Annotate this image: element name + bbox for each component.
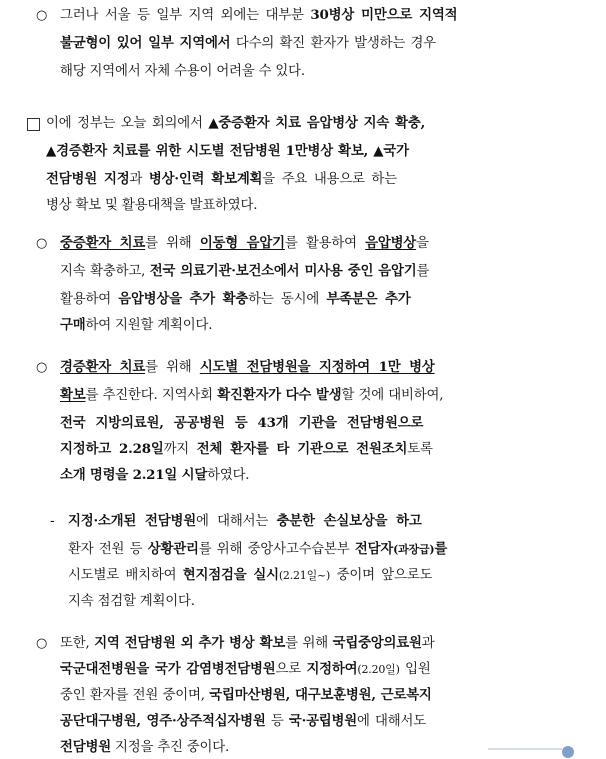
p6-line-2: 국군대전병원을 국가 감염병전담병원으로 지정하여(2.20일) 입원 — [60, 661, 431, 677]
p6-line-1: 또한, 지역 전담병원 외 추가 병상 확보를 위해 국립중앙의료원과 — [60, 635, 435, 651]
p6-line-5: 전담병원 지정을 추진 중이다. — [60, 739, 230, 755]
p2-line-1: 이에 정부는 오늘 회의에서 ▲중증환자 치료 음압병상 지속 확충, — [46, 115, 426, 131]
p6-line-3: 중인 환자를 전원 중이며, 국립마산병원, 대구보훈병원, 근로복지 — [60, 687, 432, 703]
p4-line-5: 소개 명령을 2.21일 시달하였다. — [60, 467, 250, 483]
p5-line-2: 환자 전원 등 상황관리를 위해 중앙사고수습본부 전담자(과장급)를 — [68, 541, 448, 557]
p2-line-2: ▲경증환자 치료를 위한 시도별 전담병원 1만병상 확보, ▲국가 — [46, 143, 409, 159]
p3-line-3: 활용하여 음압병상을 추가 확충하는 동시에 부족분은 추가 — [60, 291, 411, 307]
p1-line-1: 그러나 서울 등 일부 지역 외에는 대부분 30병상 미만으로 지역적 — [60, 7, 458, 23]
p3-line-2: 지속 확충하고, 전국 의료기관·보건소에서 미사용 중인 음압기를 — [60, 263, 430, 279]
p5-line-3: 시도별로 배치하여 현지점검을 실시(2.21일~) 중이며 앞으로도 — [68, 567, 433, 583]
p1-line-2: 불균형이 있어 일부 지역에서 다수의 확진 환자가 발생하는 경우 — [60, 35, 436, 51]
p4-line-2: 확보를 추진한다. 지역사회 확진환자가 다수 발생할 것에 대비하여, — [60, 387, 444, 403]
p4-line-3: 전국 지방의료원, 공공병원 등 43개 기관을 전담병원으로 — [60, 415, 424, 431]
p2-line-4: 병상 확보 및 활용대책을 발표하였다. — [46, 198, 258, 213]
p5-line-1: 지정·소개된 전담병원에 대해서는 충분한 손실보상을 하고 — [68, 513, 422, 529]
dash-bullet: - — [50, 514, 55, 529]
p4-line-4: 지정하고 2.28일까지 전체 환자를 타 기관으로 전원조치토록 — [60, 441, 433, 457]
square-bullet — [27, 118, 40, 131]
circle-bullet: ○ — [36, 8, 48, 23]
p6-line-4: 공단대구병원, 영주·상주적십자병원 등 국·공립병원에 대해서도 — [60, 713, 426, 729]
p4-line-1: 경증환자 치료를 위해 시도별 전담병원을 지정하여 1만 병상 — [60, 359, 435, 375]
circle-bullet: ○ — [36, 636, 48, 651]
circle-bullet: ○ — [36, 236, 48, 251]
p5-line-4: 지속 점검할 계획이다. — [68, 594, 195, 609]
p3-line-1: 중증환자 치료를 위해 이동형 음압기를 활용하여 음압병상을 — [60, 235, 429, 251]
footer-logo-mark — [488, 748, 562, 758]
p1-line-3: 해당 지역에서 자체 수용이 어려울 수 있다. — [60, 64, 305, 79]
circle-bullet: ○ — [36, 360, 48, 375]
p2-line-3: 전담병원 지정과 병상·인력 확보계획을 주요 내용으로 하는 — [46, 171, 397, 187]
p3-line-4: 구매하여 지원할 계획이다. — [60, 317, 213, 333]
footer-emblem — [562, 746, 574, 758]
